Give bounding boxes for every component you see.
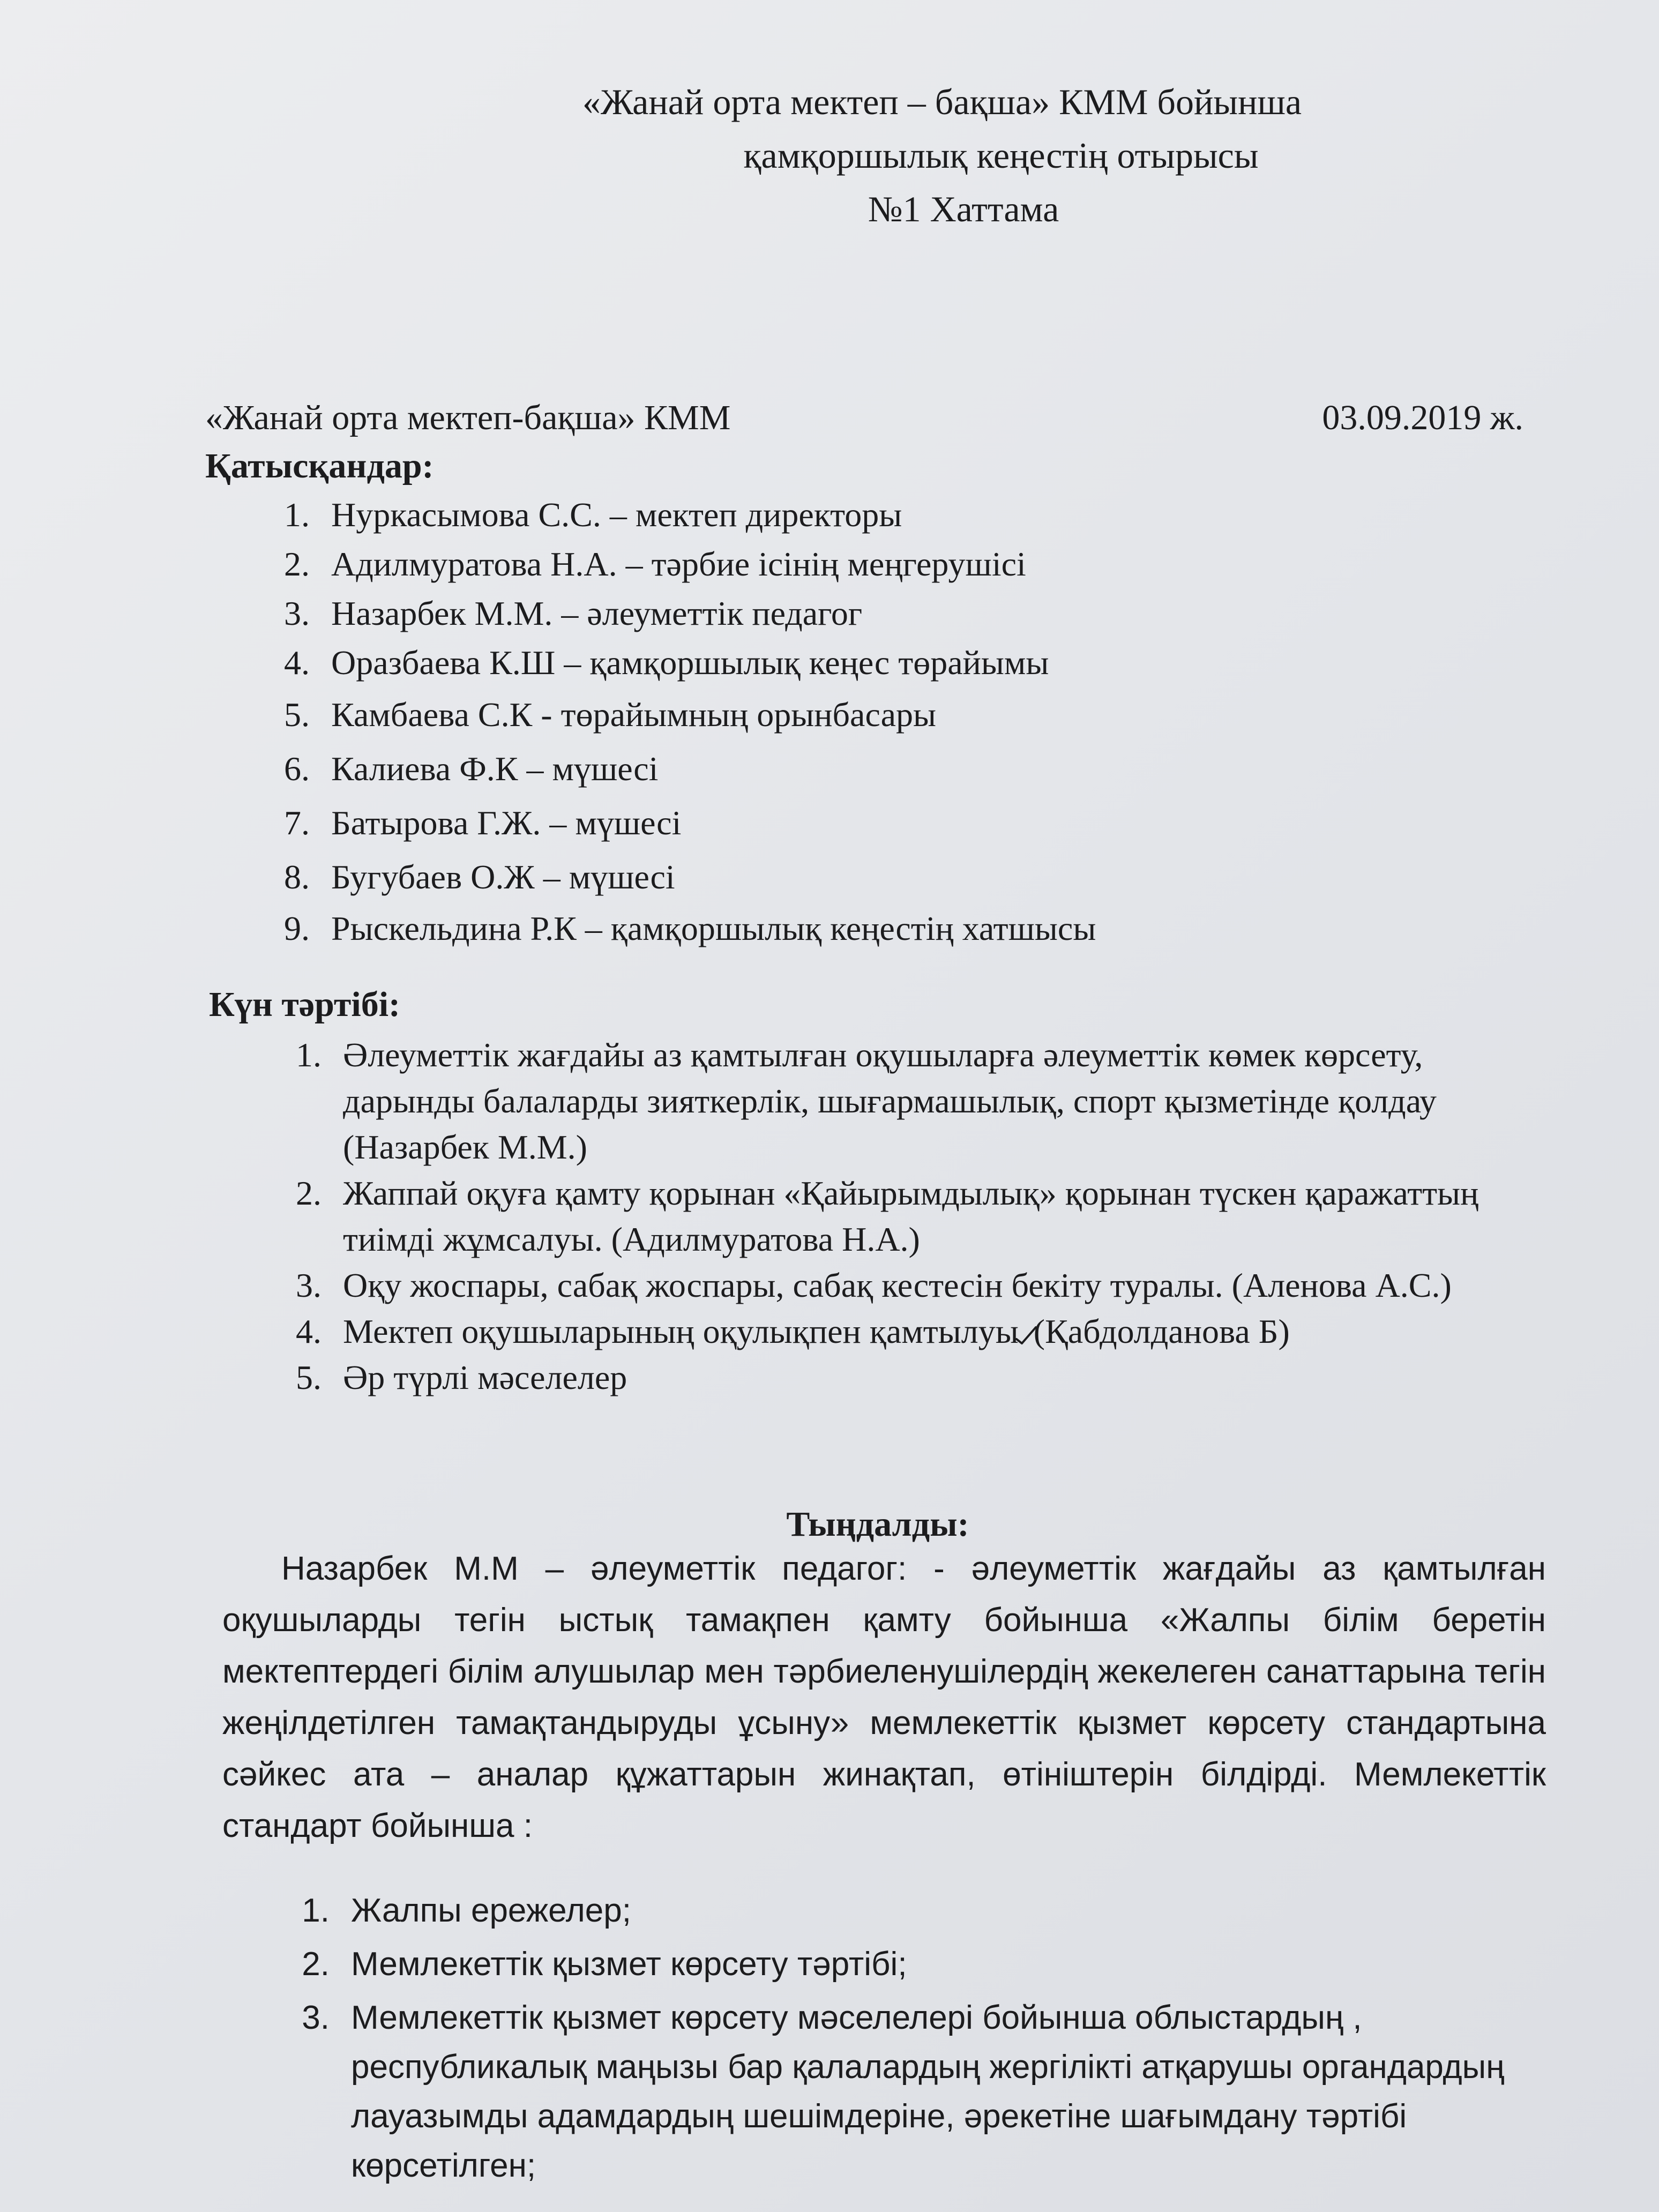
list-item <box>268 1355 1549 1401</box>
document-date: 03.09.2019 ж. <box>1322 398 1523 437</box>
list-item <box>268 1262 1549 1309</box>
standard-section <box>225 1886 1549 2195</box>
list-item <box>268 1032 1549 1170</box>
list-item <box>256 540 1545 589</box>
list-number: 2. <box>302 1946 330 1983</box>
list-item <box>268 1170 1549 1262</box>
list-number: 2. <box>296 1174 322 1212</box>
list-item <box>256 850 1545 904</box>
list-item <box>276 1940 1549 1989</box>
heard-paragraph: Назарбек М.М – әлеуметтік педагог: - әлеуметтік жағдайы аз қамтылған оқушыларды тегін ыстық тамақпен қамту бойынша «Жалпы білім беретін мектептердегі білім алушылар мен тәрбиеленушілердің жекелеген санаттарына тегін жеңілдетілген тамақтандыруды ұсыну» мемлекеттік қызмет көрсету стандартына сәйкес ата – аналар құжаттарын жинақтап, өтініштерін білдірді. Мемлекеттік стандарт бойынша : <box>222 1550 1546 1844</box>
document-header <box>0 75 1659 236</box>
list-text: Оразбаева К.Ш – қамқоршылық кеңес төрайымы <box>331 644 1049 682</box>
list-text: Мемлекеттік қызмет көрсету тәртібі; <box>351 1946 907 1983</box>
list-number: 5. <box>284 696 310 734</box>
list-number: 7. <box>284 804 310 842</box>
standard-list <box>276 1886 1549 2191</box>
list-item <box>256 589 1545 638</box>
meta-row <box>205 394 1523 442</box>
list-item <box>256 638 1545 687</box>
protocol-number: №1 Хаттама <box>868 189 1059 229</box>
agenda-item-4-responsible: (Қабдолданова Б) <box>1033 1312 1290 1350</box>
list-item <box>276 1886 1549 1935</box>
header-line-2: қамқоршылық кеңестің отырысы <box>743 135 1259 176</box>
attendees-list <box>256 490 1545 953</box>
list-number: 2. <box>284 545 310 583</box>
list-number: 5. <box>296 1358 322 1396</box>
list-item <box>256 904 1545 953</box>
list-text: Жаппай оқуға қамту қорынан «Қайырымдылық» қорынан түскен қаражаттың тиімді жұмсалуы. (Адилмуратова Н.А.) <box>343 1174 1479 1258</box>
list-text <box>343 1309 1549 1355</box>
list-text: Калиева Ф.К – мүшесі <box>331 750 659 788</box>
list-item <box>276 1993 1549 2191</box>
list-number: 3. <box>302 1999 330 2036</box>
list-number: 1. <box>284 496 310 534</box>
organization-name: «Жанай орта мектеп-бақша» КММ <box>205 398 731 437</box>
list-text: Камбаева С.К - төрайымның орынбасары <box>331 696 937 734</box>
list-number: 6. <box>284 750 310 788</box>
list-text: Нуркасымова С.С. – мектеп директоры <box>331 496 902 534</box>
list-text: Әлеуметтік жағдайы аз қамтылған оқушыларға әлеуметтік көмек көрсету, дарынды балаларды зияткерлік, шығармашылық, спорт қызметінде қолдау (Назарбек М.М.) <box>343 1036 1437 1166</box>
list-number: 1. <box>302 1892 330 1929</box>
list-text: Мемлекеттік қызмет көрсету мәселелері бойынша облыстардың , республикалық маңызы бар қалалардың жергілікті атқарушы органдардың лауазымды адамдардың шешімдеріне, әрекетіне шағымдану тәртібі көрсетілген; <box>351 1999 1505 2184</box>
agenda-list <box>268 1032 1549 1401</box>
agenda-item-4-text: Мектеп оқушыларының оқулықпен қамтылуы <box>343 1312 1019 1350</box>
list-number: 3. <box>284 594 310 632</box>
list-text: Әр түрлі мәселелер <box>343 1358 627 1396</box>
list-item <box>256 742 1545 796</box>
list-text: Оқу жоспары, сабақ жоспары, сабақ кестесін бекіту туралы. (Аленова А.С.) <box>343 1266 1452 1304</box>
list-number: 4. <box>284 644 310 682</box>
list-text: Рыскельдина Р.К – қамқоршылық кеңестің хатшысы <box>331 909 1096 947</box>
list-number: 8. <box>284 858 310 896</box>
list-item <box>256 796 1545 850</box>
attendees-section <box>205 442 1545 953</box>
list-item <box>256 490 1545 540</box>
agenda-section <box>209 981 1549 1401</box>
list-number: 1. <box>296 1036 322 1074</box>
list-item <box>268 1309 1549 1355</box>
list-item <box>256 687 1545 742</box>
list-text: Назарбек М.М. – әлеуметтік педагог <box>331 594 863 632</box>
list-number: 9. <box>284 909 310 947</box>
heard-title: Тыңдалды: <box>786 1505 969 1544</box>
list-number: 4. <box>296 1312 322 1350</box>
list-text: Адилмуратова Н.А. – тәрбие ісінің меңгерушісі <box>331 545 1026 583</box>
agenda-title: Күн тәртібі: <box>209 985 401 1024</box>
list-text: Жалпы ережелер; <box>351 1892 631 1929</box>
list-text: Батырова Г.Ж. – мүшесі <box>331 804 682 842</box>
header-line-1: «Жанай орта мектеп – бақша» КММ бойынша <box>582 81 1302 122</box>
attendees-title: Қатысқандар: <box>205 446 434 485</box>
list-number: 3. <box>296 1266 322 1304</box>
list-text: Бугубаев О.Ж – мүшесі <box>331 858 675 896</box>
